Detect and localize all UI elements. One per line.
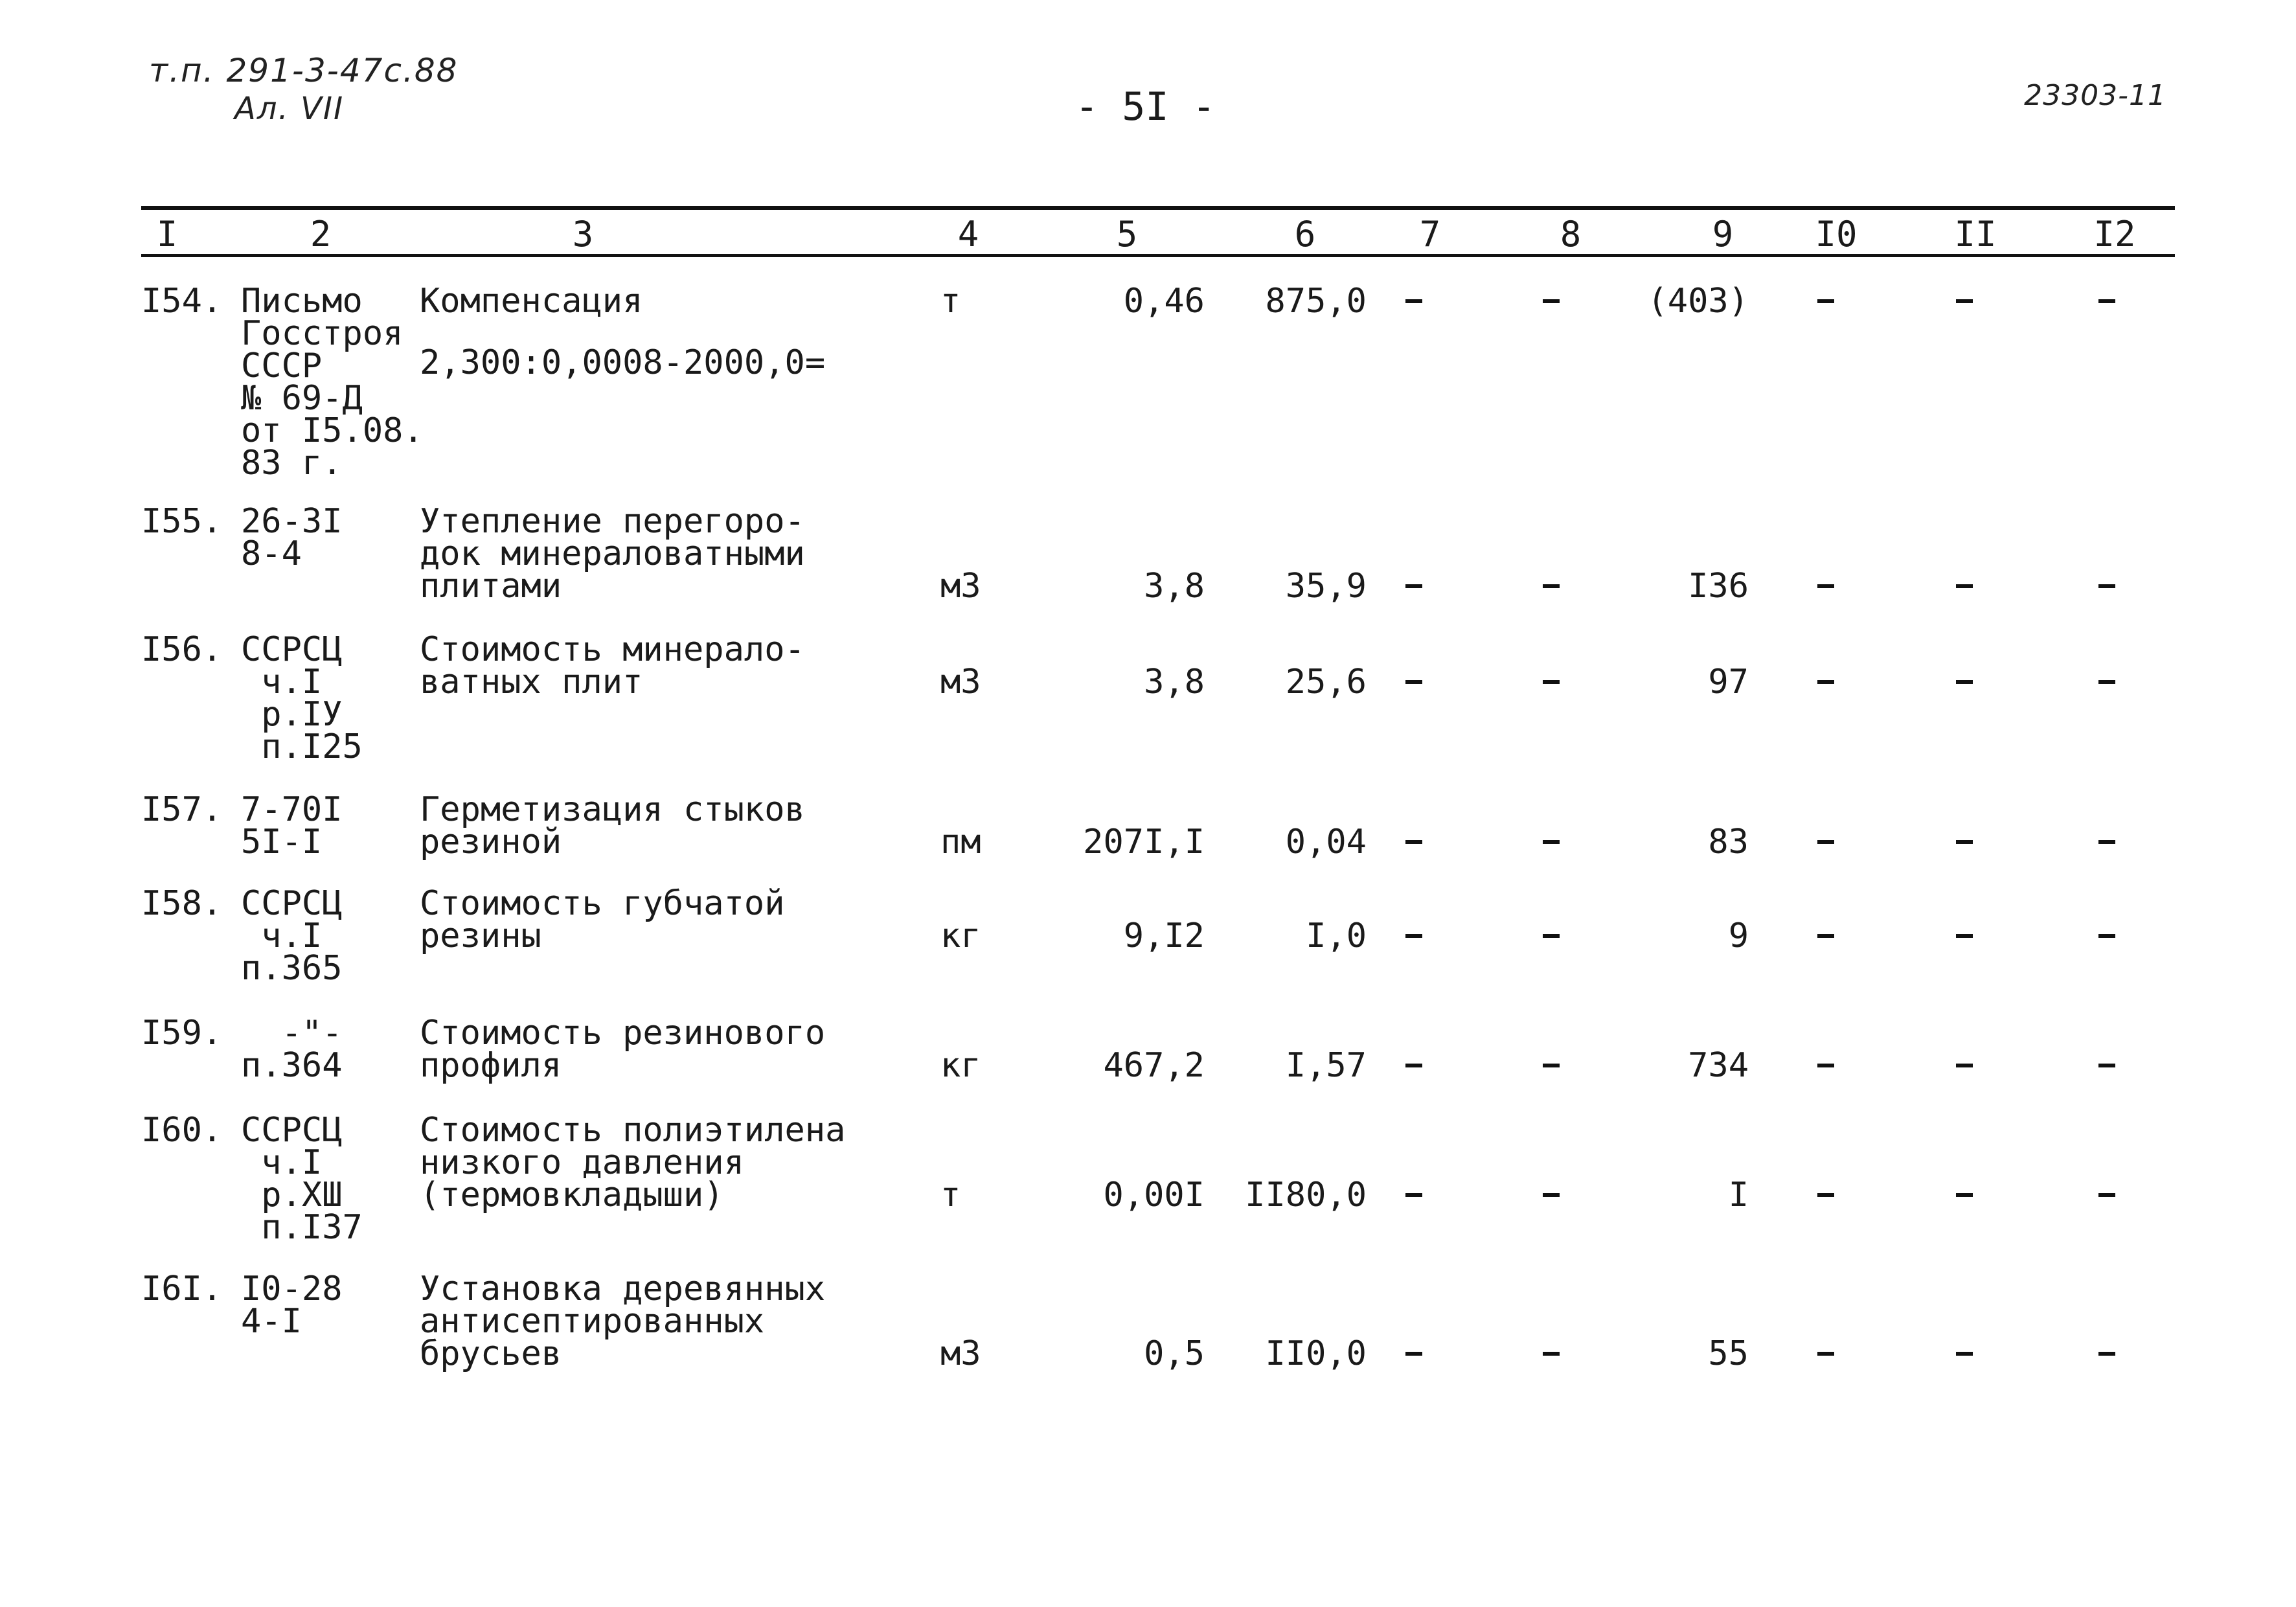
row-col10-dash [1817, 840, 1834, 844]
row-description: Стоимость минерало- ватных плит [420, 630, 805, 701]
row-basis: ССРСЦ ч.I п.365 [241, 884, 343, 988]
row-col7-dash [1405, 934, 1422, 938]
row-col8-dash [1543, 1193, 1560, 1197]
row-col10-dash [1817, 299, 1834, 303]
row-unit: кг [940, 1046, 981, 1085]
row-col11-dash [1956, 584, 1973, 588]
row-number: I59. [141, 1014, 223, 1053]
row-description: Компенсация [420, 282, 643, 321]
row-unit-price: 25,6 [1285, 663, 1367, 701]
row-col10-dash [1817, 584, 1834, 588]
row-col11-dash [1956, 840, 1973, 844]
row-unit-price: 0,04 [1285, 823, 1367, 861]
table-top-rule [141, 206, 2175, 210]
page-number: - 5I - [1075, 84, 1216, 130]
row-col12-dash [2098, 299, 2115, 303]
row-basis: -"- п.364 [241, 1014, 343, 1085]
row-unit: м3 [940, 567, 981, 606]
row-col7-dash [1405, 299, 1422, 303]
row-col9-value: 83 [1708, 823, 1749, 861]
row-basis: Письмо Госстроя СССР № 69-Д от I5.08. 83 г. [241, 282, 424, 483]
row-col8-dash [1543, 299, 1560, 303]
row-unit-price: II0,0 [1265, 1334, 1367, 1373]
row-unit-price: 35,9 [1285, 567, 1367, 606]
row-unit: т [940, 1176, 961, 1214]
row-col11-dash [1956, 934, 1973, 938]
row-col12-dash [2098, 840, 2115, 844]
row-col11-dash [1956, 1193, 1973, 1197]
row-unit: м3 [940, 1334, 981, 1373]
row-col10-dash [1817, 934, 1834, 938]
row-description: Стоимость губчатой резины [420, 884, 785, 955]
row-col7-dash [1405, 680, 1422, 684]
row-col9-value: 734 [1688, 1046, 1749, 1085]
row-col12-dash [2098, 1352, 2115, 1356]
row-description: Утепление перегоро- док минераловатными плитами [420, 502, 805, 606]
row-col12-dash [2098, 680, 2115, 684]
row-quantity: 0,00I [1103, 1176, 1205, 1214]
row-col7-dash [1405, 1064, 1422, 1067]
row-quantity: 0,5 [1144, 1334, 1205, 1373]
row-col7-dash [1405, 840, 1422, 844]
row-col7-dash [1405, 584, 1422, 588]
column-header-4: 4 [957, 214, 979, 255]
row-unit-price: I,57 [1285, 1046, 1367, 1085]
row-description: Герметизация стыков резиной [420, 790, 805, 861]
column-header-5: 5 [1116, 214, 1138, 255]
row-number: I58. [141, 884, 223, 923]
row-unit-price: 875,0 [1265, 282, 1367, 321]
archive-number-handwritten: 23303-11 [2024, 79, 2166, 112]
row-number: I6I. [141, 1270, 223, 1308]
row-basis: ССРСЦ ч.I р.IУ п.I25 [241, 630, 363, 766]
row-formula: 2,300:0,0008-2000,0= [420, 343, 826, 382]
row-col11-dash [1956, 299, 1973, 303]
column-header-10: I0 [1815, 214, 1858, 255]
row-basis: I0-28 4-I [241, 1270, 343, 1341]
row-col12-dash [2098, 584, 2115, 588]
column-header-8: 8 [1560, 214, 1582, 255]
row-col9-value: I36 [1688, 567, 1749, 606]
row-col7-dash [1405, 1193, 1422, 1197]
row-quantity: 3,8 [1144, 663, 1205, 701]
row-col8-dash [1543, 584, 1560, 588]
row-col8-dash [1543, 680, 1560, 684]
column-header-9: 9 [1712, 214, 1734, 255]
column-header-12: I2 [2093, 214, 2136, 255]
row-col8-dash [1543, 934, 1560, 938]
row-quantity: 207I,I [1083, 823, 1205, 861]
row-unit-price: I,0 [1306, 917, 1367, 955]
row-unit-price: II80,0 [1245, 1176, 1367, 1214]
row-number: I57. [141, 790, 223, 829]
column-header-6: 6 [1294, 214, 1316, 255]
row-description: Стоимость полиэтилена низкого давления (термовкладыши) [420, 1111, 846, 1214]
column-header-3: 3 [572, 214, 594, 255]
row-col11-dash [1956, 680, 1973, 684]
row-basis: 26-3I 8-4 [241, 502, 343, 573]
row-number: I56. [141, 630, 223, 669]
row-col12-dash [2098, 934, 2115, 938]
row-unit: м3 [940, 663, 981, 701]
row-col11-dash [1956, 1352, 1973, 1356]
row-col10-dash [1817, 1064, 1834, 1067]
row-description: Установка деревянных антисептированных брусьев [420, 1270, 826, 1373]
row-col8-dash [1543, 840, 1560, 844]
row-unit: пм [940, 823, 981, 861]
column-header-7: 7 [1419, 214, 1441, 255]
row-number: I54. [141, 282, 223, 321]
row-unit: т [940, 282, 961, 321]
row-quantity: 9,I2 [1123, 917, 1205, 955]
row-col9-value: 97 [1708, 663, 1749, 701]
row-basis: 7-70I 5I-I [241, 790, 343, 861]
row-col10-dash [1817, 680, 1834, 684]
row-quantity: 0,46 [1123, 282, 1205, 321]
row-col10-dash [1817, 1352, 1834, 1356]
row-col8-dash [1543, 1064, 1560, 1067]
column-header-2: 2 [310, 214, 332, 255]
row-col11-dash [1956, 1064, 1973, 1067]
row-quantity: 467,2 [1103, 1046, 1205, 1085]
row-col8-dash [1543, 1352, 1560, 1356]
row-unit: кг [940, 917, 981, 955]
row-col9-value: 9 [1728, 917, 1749, 955]
row-col9-value: 55 [1708, 1334, 1749, 1373]
row-col9-value: I [1728, 1176, 1749, 1214]
row-col9-value: (403) [1647, 282, 1749, 321]
album-number-handwritten: Ал. VII [234, 91, 345, 127]
row-description: Стоимость резинового профиля [420, 1014, 826, 1085]
row-quantity: 3,8 [1144, 567, 1205, 606]
row-col7-dash [1405, 1352, 1422, 1356]
row-col12-dash [2098, 1193, 2115, 1197]
row-number: I55. [141, 502, 223, 541]
row-basis: ССРСЦ ч.I р.ХШ п.I37 [241, 1111, 363, 1247]
row-number: I60. [141, 1111, 223, 1150]
column-header-11: II [1954, 214, 1997, 255]
column-header-1: I [156, 214, 178, 255]
row-col10-dash [1817, 1193, 1834, 1197]
row-col12-dash [2098, 1064, 2115, 1067]
document-code-handwritten: т.п. 291-3-47с.88 [149, 52, 459, 89]
